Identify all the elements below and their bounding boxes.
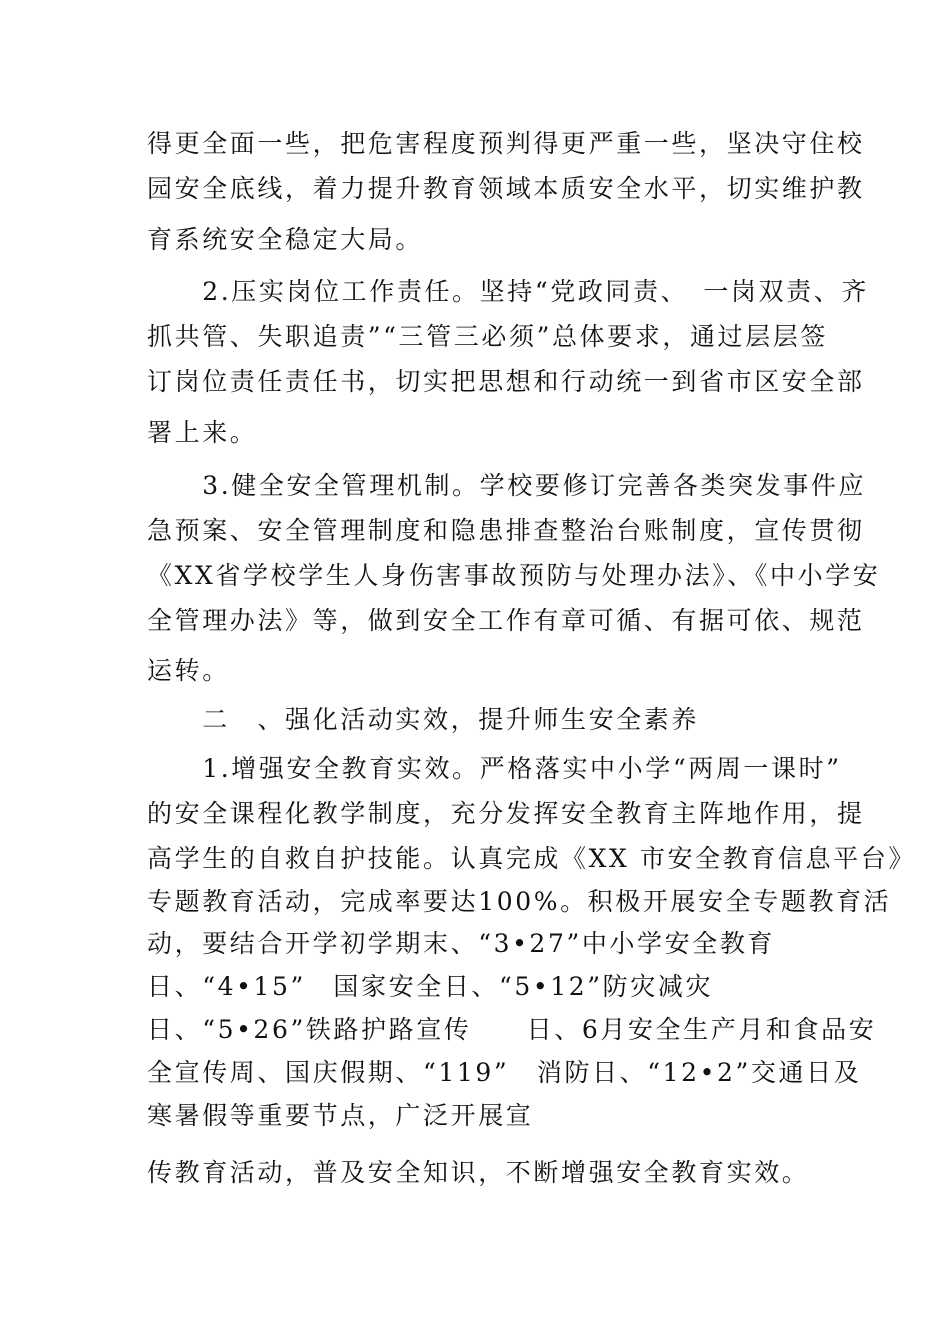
text-line: 专题教育活动，完成率要达100%。积极开展安全专题教育活 xyxy=(147,887,892,916)
text-line: 1.增强安全教育实效。严格落实中小学“两周一课时” xyxy=(147,754,842,783)
text-line: 日、“5•26”铁路护路宣传 日、6月安全生产月和食品安 xyxy=(147,1015,877,1044)
text-line: 日、“4•15” 国家安全日、“5•12”防灾减灾 xyxy=(147,972,714,1001)
text-line: 急预案、安全管理制度和隐患排查整治台账制度，宣传贯彻 xyxy=(147,516,865,545)
text-line: 3.健全安全管理机制。学校要修订完善各类突发事件应 xyxy=(147,471,867,500)
text-line: 的安全课程化教学制度，充分发挥安全教育主阵地作用，提 xyxy=(147,799,865,828)
text-line: 《XX省学校学生人身伤害事故预防与处理办法》、《中小学安 xyxy=(147,561,881,590)
text-line: 寒暑假等重要节点，广泛开展宣 xyxy=(147,1101,534,1130)
text-line: 署上来。 xyxy=(147,418,258,447)
section-heading: 二 、强化活动实效，提升师生安全素养 xyxy=(147,705,700,734)
text-line: 订岗位责任责任书，切实把思想和行动统一到省市区安全部 xyxy=(147,367,865,396)
text-line: 运转。 xyxy=(147,656,230,685)
text-line: 抓共管、失职追责”“三管三必须”总体要求，通过层层签 xyxy=(147,322,828,351)
text-line: 传教育活动，普及安全知识，不断增强安全教育实效。 xyxy=(147,1158,810,1187)
text-line: 全管理办法》等，做到安全工作有章可循、有据可依、规范 xyxy=(147,606,865,635)
text-line: 育系统安全稳定大局。 xyxy=(147,225,424,254)
text-line: 2.压实岗位工作责任。坚持“党政同责、 一岗双责、齐 xyxy=(147,277,869,306)
text-line: 得更全面一些，把危害程度预判得更严重一些，坚决守住校 xyxy=(147,129,865,158)
text-line: 动，要结合开学初学期末、“3•27”中小学安全教育 xyxy=(147,929,776,958)
text-line: 园安全底线，着力提升教育领域本质安全水平，切实维护教 xyxy=(147,174,865,203)
text-line: 高学生的自救自护技能。认真完成《XX 市安全教育信息平台》 xyxy=(147,844,916,873)
text-line: 全宣传周、国庆假期、“119” 消防日、“12•2”交通日及 xyxy=(147,1058,862,1087)
